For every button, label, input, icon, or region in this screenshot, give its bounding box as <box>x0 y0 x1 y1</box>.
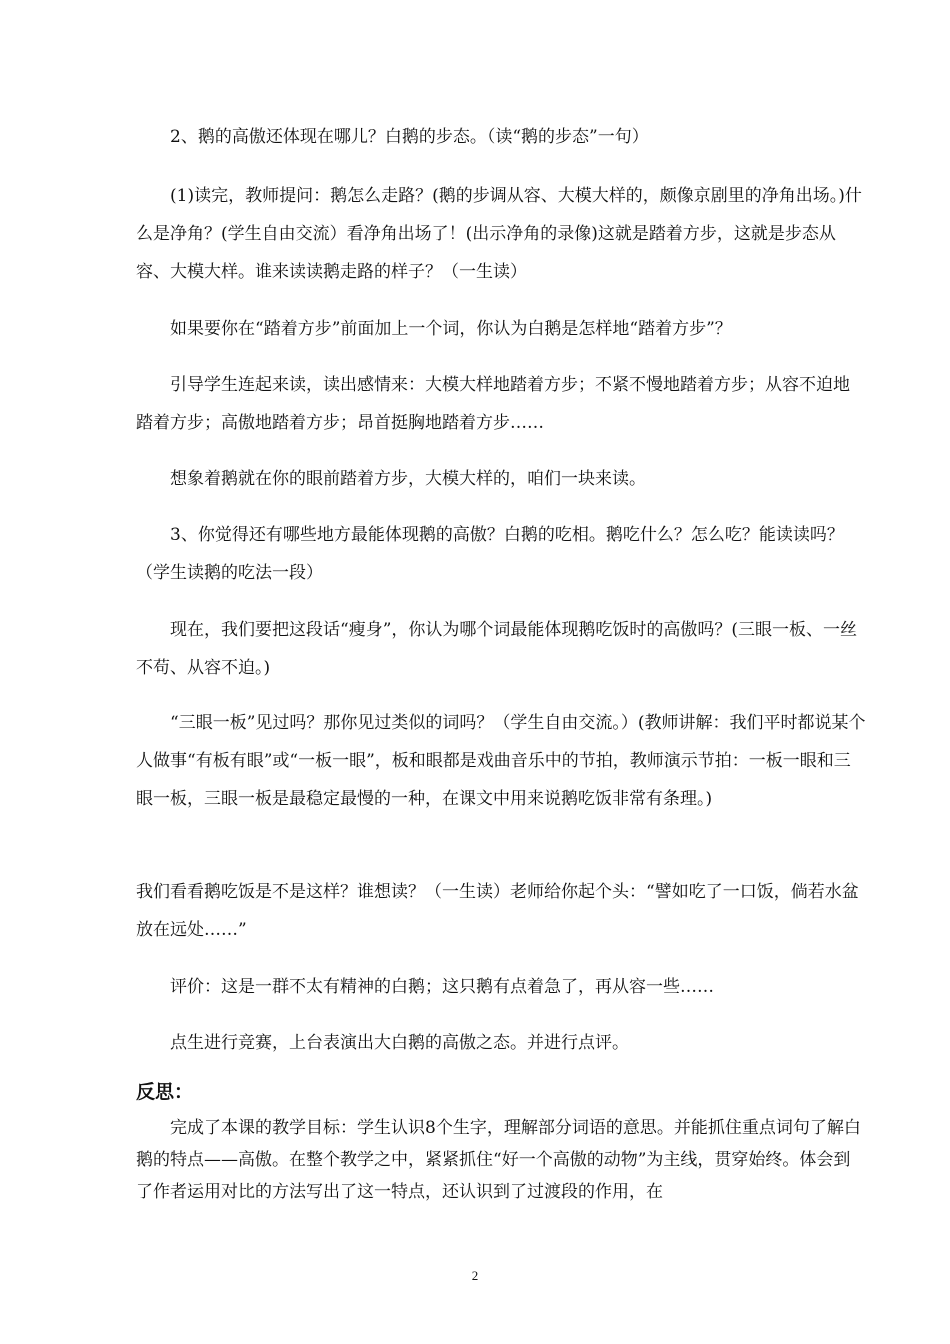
paragraph-2: (1)读完，教师提问：鹅怎么走路？(鹅的步调从容、大模大样的，颇像京剧里的净角出场。)什么是净角？(学生自由交流）看净角出场了！(出示净角的录像)这就是踏着方步，这就是步态从容、大模大样。谁来读读鹅走路的样子？（一生读） <box>136 186 862 282</box>
paragraph-4: 引导学生连起来读，读出感情来：大模大样地踏着方步；不紧不慢地踏着方步；从容不迫地踏着方步；高傲地踏着方步；昂首挺胸地踏着方步…… <box>136 375 850 433</box>
reflection-paragraph: 完成了本课的教学目标：学生认识8个生字，理解部分词语的意思。并能抓住重点词句了解白鹅的特点——高傲。在整个教学之中，紧紧抓住“好一个高傲的动物”为主线，贯穿始终。体会到了作者运用对比的方法写出了这一特点，还认识到了过渡段的作用，在 <box>136 1118 861 1202</box>
paragraph-8: “三眼一板”见过吗？那你见过类似的词吗？（学生自由交流。）(教师讲解：我们平时都说某个人做事“有板有眼”或“一板一眼”，板和眼都是戏曲音乐中的节拍，教师演示节拍：一板一眼和三眼一板，三眼一板是最稳定最慢的一种，在课文中用来说鹅吃饭非常有条理。) <box>136 713 866 809</box>
paragraph-6: 3、你觉得还有哪些地方最能体现鹅的高傲？白鹅的吃相。鹅吃什么？怎么吃？能读读吗？（学生读鹅的吃法一段） <box>136 525 844 583</box>
reflection-heading: 反思： <box>136 1081 194 1103</box>
paragraph-9: 我们看看鹅吃饭是不是这样？谁想读？（一生读）老师给你起个头：“譬如吃了一口饭，倘若水盆放在远处……” <box>136 882 859 940</box>
paragraph-10: 评价：这是一群不太有精神的白鹅；这只鹅有点着急了，再从容一些…… <box>170 977 714 997</box>
paragraph-1: 2、鹅的高傲还体现在哪儿？白鹅的步态。（读“鹅的步态”一句） <box>170 127 649 147</box>
paragraph-7: 现在，我们要把这段话“瘦身”，你认为哪个词最能体现鹅吃饭时的高傲吗？(三眼一板、一丝不苟、从容不迫。) <box>136 620 858 678</box>
paragraph-3: 如果要你在“踏着方步”前面加上一个词，你认为白鹅是怎样地“踏着方步”？ <box>170 319 732 339</box>
paragraph-5: 想象着鹅就在你的眼前踏着方步，大模大样的，咱们一块来读。 <box>170 469 646 489</box>
page-number: 2 <box>471 1268 479 1283</box>
paragraph-11: 点生进行竞赛，上台表演出大白鹅的高傲之态。并进行点评。 <box>170 1033 629 1053</box>
